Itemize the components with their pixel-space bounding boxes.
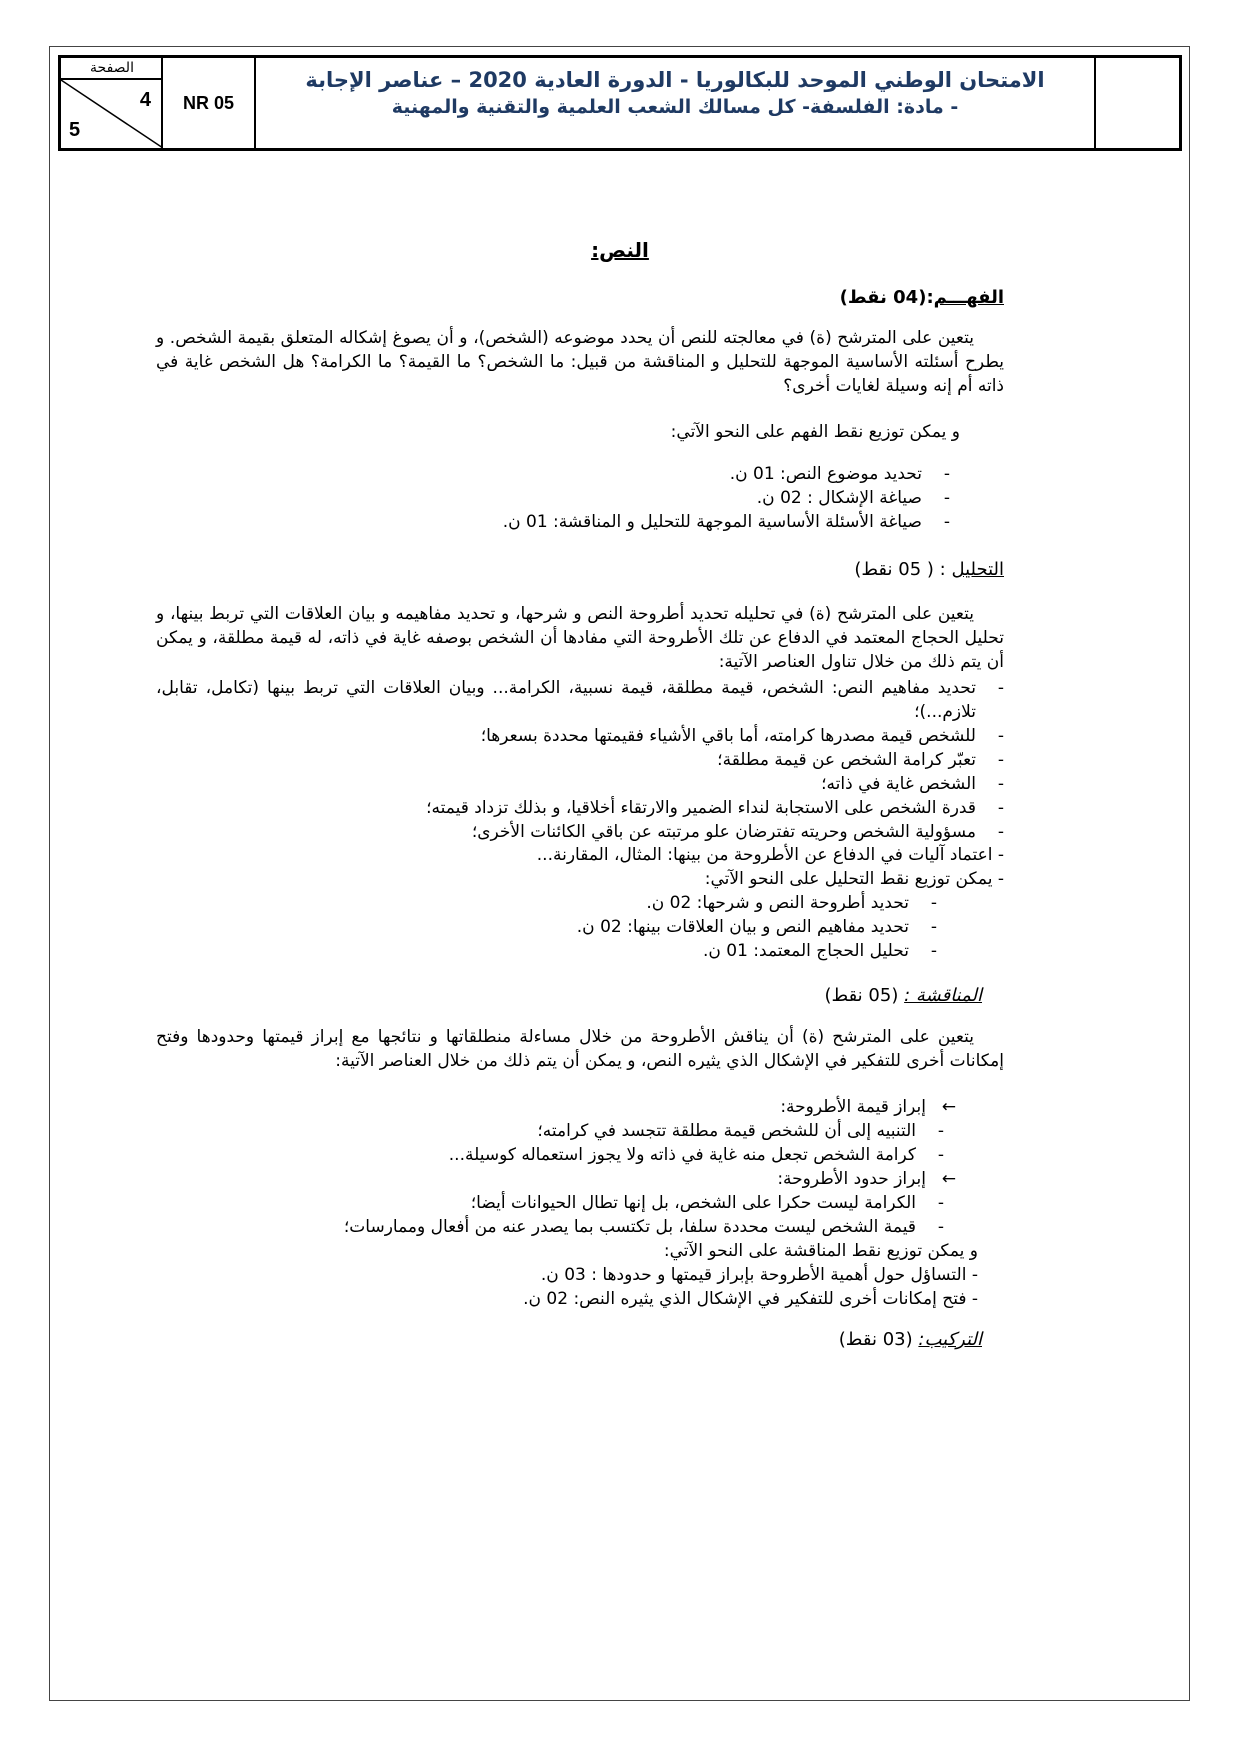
list-item: - تحليل الحجاج المعتمد: 01 ن. <box>209 939 909 963</box>
list-item: - كرامة الشخص تجعل منه غاية في ذاته ولا يجوز استعماله كوسيلة... <box>216 1143 916 1167</box>
exam-title-line1: الامتحان الوطني الموحد للبكالوريا - الدورة العادية 2020 – عناصر الإجابة <box>305 68 1045 92</box>
discussion-heading <box>824 985 982 1006</box>
discussion-value-list <box>216 1119 916 1167</box>
analysis-elements-list <box>156 676 976 844</box>
list-item: - تحديد مفاهيم النص و بيان العلاقات بينها: 02 ن. <box>209 915 909 939</box>
exam-code: NR 05 <box>163 58 256 148</box>
list-item: - قيمة الشخص ليست محددة سلفا، بل تكتسب بما يصدر عنه من أفعال وممارسات؛ <box>156 1215 916 1239</box>
discussion-limits-heading-list <box>226 1167 926 1191</box>
analysis-points-list <box>209 891 909 963</box>
discussion-limits-list <box>156 1191 916 1239</box>
header-empty-cell <box>1096 58 1179 148</box>
analysis-paragraph: يتعين على المترشح (ة) في تحليله تحديد أطروحة النص و شرحها، و تحديد مفاهيمه و بيان العلاقات التي تربط بينها، و تحليل الحجاج المعتمد في الدفاع عن تلك الأطروحة التي مفادها أن الشخص بوصفه غاية في ذاته، له قيمة مطلقة، و يمكن أن يتم ذلك من خلال تناول العناصر الآتية: <box>156 604 1004 672</box>
discussion-points-item: - التساؤل حول أهمية الأطروحة بإبراز قيمتها و حدودها : 03 ن. <box>540 1265 978 1285</box>
list-item: - تحديد موضوع النص: 01 ن. <box>222 462 922 486</box>
discussion-points-item: - فتح إمكانات أخرى للتفكير في الإشكال الذي يثيره النص: 02 ن. <box>523 1289 978 1309</box>
discussion-points: (05 نقط) <box>824 985 899 1006</box>
synthesis-points: (03 نقط) <box>838 1329 913 1350</box>
discussion-paragraph: يتعين على المترشح (ة) أن يناقش الأطروحة من خلال مساءلة منطلقاتها و نتائجها مع إبراز قيمتها وحدودها وفتح إمكانات أخرى للتفكير في الإشكال الذي يثيره النص، و يمكن أن يتم ذلك من خلال العناصر الآتية: <box>156 1027 1004 1071</box>
list-item: - الكرامة ليست حكرا على الشخص، بل إنها تطال الحيوانات أيضا؛ <box>156 1191 916 1215</box>
comprehension-heading <box>840 287 1004 308</box>
section-title: النص: <box>591 238 649 262</box>
list-item: - قدرة الشخص على الاستجابة لنداء الضمير والارتقاء أخلاقيا، و بذلك تزداد قيمته؛ <box>156 796 976 820</box>
analysis-label: التحليل <box>951 559 1004 580</box>
comprehension-label: الفهـــم <box>933 287 1004 308</box>
analysis-mechanisms: - اعتماد آليات في الدفاع عن الأطروحة من بينها: المثال، المقارنة... <box>536 845 1004 865</box>
discussion-distribution-intro: و يمكن توزيع نقط المناقشة على النحو الآتي: <box>663 1241 978 1261</box>
analysis-points: : ( 05 نقط) <box>854 559 946 580</box>
comprehension-distribution-intro: و يمكن توزيع نقط الفهم على النحو الآتي: <box>670 422 960 442</box>
exam-title-line2: - مادة: الفلسفة- كل مسالك الشعب العلمية والتقنية والمهنية <box>391 96 959 118</box>
synthesis-heading <box>839 1329 982 1350</box>
discussion-value-heading-list <box>226 1095 926 1119</box>
list-item: - تعبّر كرامة الشخص عن قيمة مطلقة؛ <box>156 748 976 772</box>
page-number: 4 <box>139 89 151 111</box>
list-item: - صياغة الأسئلة الأساسية الموجهة للتحليل و المناقشة: 01 ن. <box>222 510 922 534</box>
page-indicator <box>61 58 163 148</box>
list-item: - التنبيه إلى أن للشخص قيمة مطلقة تتجسد في كرامته؛ <box>216 1119 916 1143</box>
page-label: الصفحة <box>61 58 163 80</box>
list-item: - تحديد مفاهيم النص: الشخص، قيمة مطلقة، قيمة نسبية، الكرامة... وبيان العلاقات التي تربط بينها (تكامل، تقابل، تلازم...)؛ <box>156 676 976 724</box>
list-item: ← إبراز قيمة الأطروحة: <box>226 1095 926 1119</box>
list-item: - الشخص غاية في ذاته؛ <box>156 772 976 796</box>
synthesis-label: التركيب: <box>918 1329 982 1350</box>
analysis-distribution-intro: - يمكن توزيع نقط التحليل على النحو الآتي: <box>704 869 1004 889</box>
list-item: - تحديد أطروحة النص و شرحها: 02 ن. <box>209 891 909 915</box>
list-item: - للشخص قيمة مصدرها كرامته، أما باقي الأشياء فقيمتها محددة بسعرها؛ <box>156 724 976 748</box>
discussion-label: المناقشة : <box>904 985 982 1006</box>
exam-title <box>256 58 1096 148</box>
list-item: - مسؤولية الشخص وحريته تفترضان علو مرتبته عن باقي الكائنات الأخرى؛ <box>156 820 976 844</box>
analysis-heading <box>854 559 1004 580</box>
list-item: ← إبراز حدود الأطروحة: <box>226 1167 926 1191</box>
comprehension-points-list <box>222 462 922 534</box>
page-total: 5 <box>69 119 81 141</box>
exam-header <box>58 55 1182 151</box>
comprehension-points: :(04 نقط) <box>839 287 934 308</box>
comprehension-paragraph: يتعين على المترشح (ة) في معالجته للنص أن يحدد موضوعه (الشخص)، و أن يصوغ إشكاله المتعلق بقيمة الشخص. و يطرح أسئلته الأساسية الموجهة للتحليل و المناقشة من قبيل: ما الشخص؟ ما القيمة؟ ما الكرامة؟ هل الشخص غاية في ذاته أم إنه وسيلة لغايات أخرى؟ <box>156 328 1004 396</box>
list-item: - صياغة الإشكال : 02 ن. <box>222 486 922 510</box>
